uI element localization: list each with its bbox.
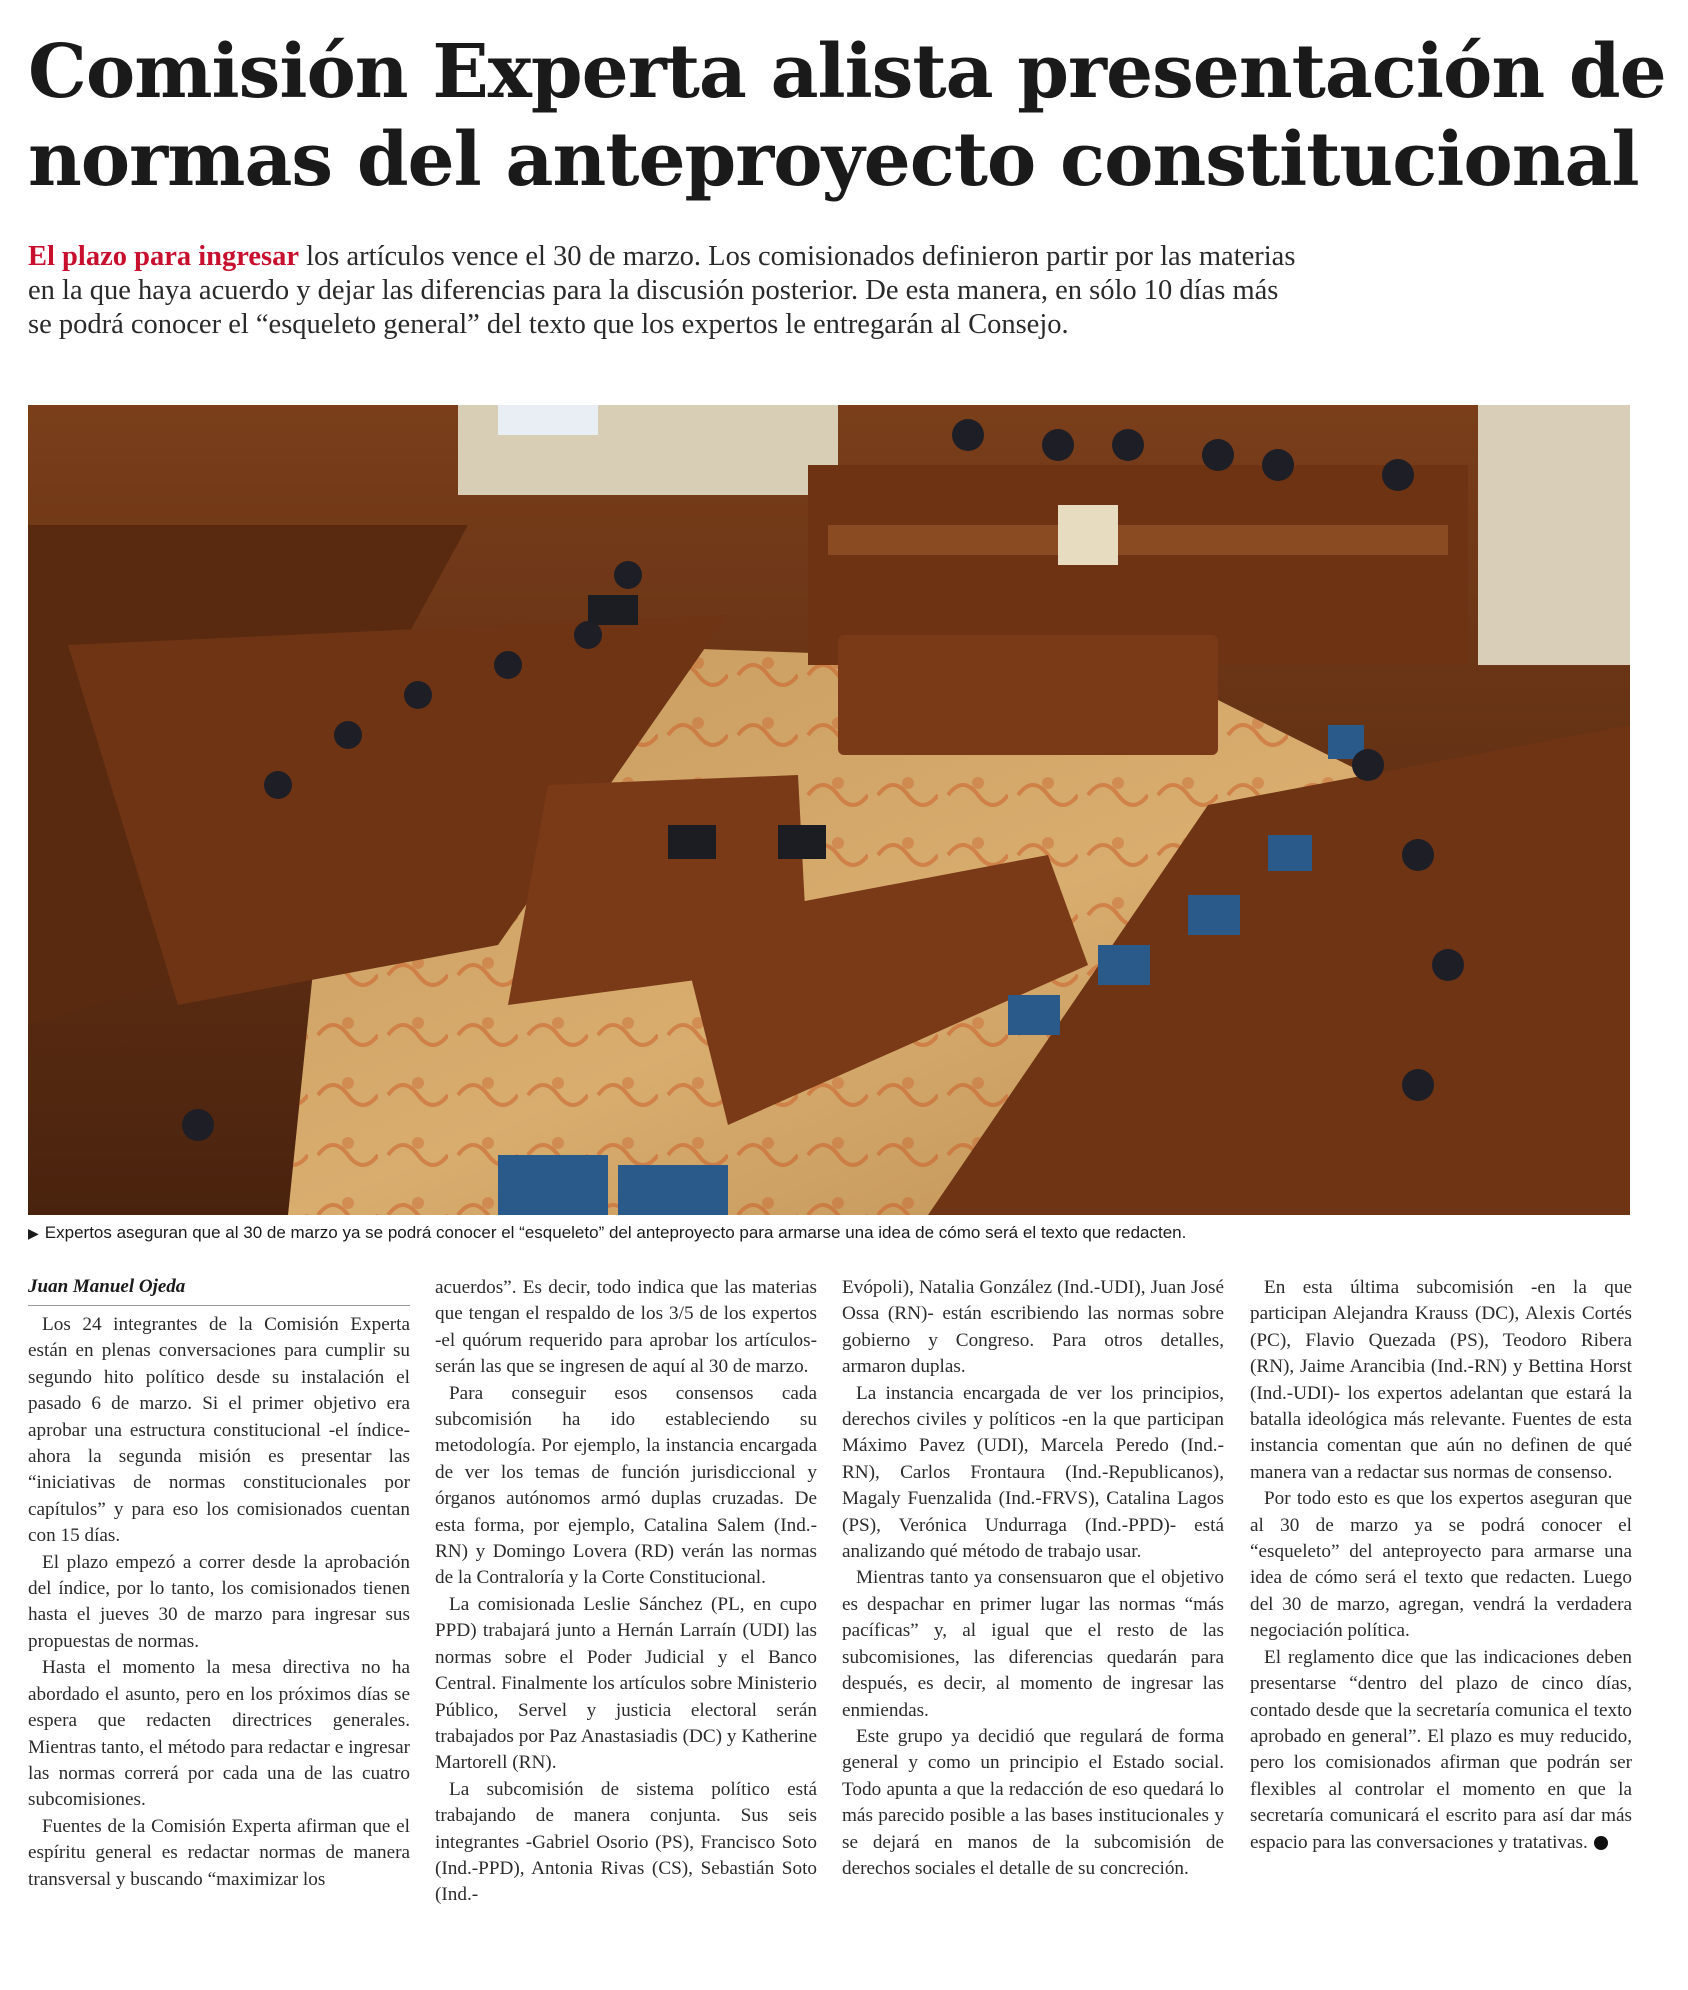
paragraph: acuerdos”. Es decir, todo indica que las materias que tengan el respaldo de los 3/5 de los expertos -el quórum requerido para aprobar los artículos- serán las que se ingresen de aquí al 30 de marzo. bbox=[435, 1277, 817, 1378]
body-column-4 bbox=[1250, 1275, 1632, 1856]
paragraph: El reglamento dice que las indicaciones deben presentarse “dentro del plazo de cinco días, contado desde que la secretaría comunica el texto aprobado en general”. El plazo es muy reducido, pero los comisionados afirman que podrán ser flexibles al controlar el momento en que la secretaría comunicará el escrito para así dar más espacio para las conversaciones y tratativas. bbox=[1250, 1646, 1632, 1853]
paragraph: Mientras tanto ya consensuaron que el objetivo es despachar en primer lugar las normas “más pacíficas” y, al igual que el resto de las subcomisiones, las diferencias quedarán para después, es decir, al momento de ingresar las enmiendas. bbox=[842, 1567, 1224, 1721]
lead-line-3: se podrá conocer el “esqueleto general” del texto que los expertos le entregarán al Consejo. bbox=[28, 309, 1069, 340]
lead-line-1: los artículos vence el 30 de marzo. Los comisionados definieron partir por las materias bbox=[299, 241, 1296, 272]
paragraph: Este grupo ya decidió que regulará de forma general y como un principio el Estado social. Todo apunta a que la redacción de eso quedará lo más parecido posible a las bases institucionales y se dejará en manos de la subcomisión de derechos sociales el detalle de su concreción. bbox=[842, 1725, 1224, 1879]
paragraph: La comisionada Leslie Sánchez (PL, en cupo PPD) trabajará junto a Hernán Larraín (UDI) las normas sobre el Poder Judicial y el Banco Central. Finalmente los artículos sobre Ministerio Público, Servel y justicia electoral serán trabajados por Paz Anastasiadis (DC) y Katherine Martorell (RN). bbox=[435, 1593, 817, 1774]
byline: Juan Manuel Ojeda bbox=[28, 1275, 410, 1306]
paragraph: Por todo esto es que los expertos aseguran que al 30 de marzo ya se podrá conocer el “esqueleto” del anteproyecto para armarse una idea de cómo será el texto que redacten. Luego del 30 de marzo, agregan, vendrá la verdadera negociación política. bbox=[1250, 1488, 1632, 1642]
lead-highlight: El plazo para ingresar bbox=[28, 241, 300, 272]
caption-text: Expertos aseguran que al 30 de marzo ya se podrá conocer el “esqueleto” del anteproyecto para armarse una idea de cómo será el texto que redacten. bbox=[44, 1223, 1187, 1242]
paragraph: Evópoli), Natalia González (Ind.-UDI), Juan José Ossa (RN)- están escribiendo las normas sobre gobierno y Congreso. Para otros detalles, armaron duplas. bbox=[842, 1277, 1224, 1378]
triangle-right-icon: ▶ bbox=[28, 1225, 39, 1241]
paragraph: La instancia encargada de ver los principios, derechos civiles y políticos -en la que participan Máximo Pavez (UDI), Marcela Peredo (Ind.-RN), Carlos Frontaura (Ind.-Republicanos), Magaly Fuenzalida (Ind.-FRVS), Catalina Lagos (PS), Verónica Undurraga (Ind.-PPD)- está analizando qué método de trabajo usar. bbox=[842, 1382, 1224, 1563]
chamber-photo bbox=[28, 405, 1630, 1215]
paragraph: La subcomisión de sistema político está trabajando de manera conjunta. Sus seis integrantes -Gabriel Osorio (PS), Francisco Soto (Ind.-PPD), Antonia Rivas (CS), Sebastián Soto (Ind.- bbox=[435, 1778, 817, 1906]
lead-line-2: en la que haya acuerdo y dejar las diferencias para la discusión posterior. De esta manera, en sólo 10 días más bbox=[28, 275, 1279, 306]
body-column-1 bbox=[28, 1275, 410, 1893]
lead-paragraph bbox=[28, 240, 1428, 342]
paragraph: El plazo empezó a correr desde la aprobación del índice, por lo tanto, los comisionados tienen hasta el jueves 30 de marzo para ingresar sus propuestas de normas. bbox=[28, 1551, 410, 1652]
photo-caption bbox=[28, 1222, 1648, 1244]
filled-circle-icon bbox=[1594, 1836, 1608, 1850]
headline-line-1: Comisión Experta alista presentación de bbox=[28, 29, 1666, 115]
body-column-3 bbox=[842, 1275, 1224, 1882]
paragraph: Los 24 integrantes de la Comisión Experta están en plenas conversaciones para cumplir su segundo hito político desde su instalación el pasado 6 de marzo. Si el primer objetivo era aprobar una estructura constitucional -el índice- ahora la segunda misión es presentar las “iniciativas de normas constitucionales por capítulos” y para eso los comisionados cuentan con 15 días. bbox=[28, 1314, 410, 1547]
body-column-2 bbox=[435, 1275, 817, 1909]
paragraph: Fuentes de la Comisión Experta afirman que el espíritu general es redactar normas de manera transversal y buscando “maximizar los bbox=[28, 1815, 410, 1890]
headline bbox=[28, 28, 1666, 204]
paragraph: Para conseguir esos consensos cada subcomisión ha ido estableciendo su metodología. Por ejemplo, la instancia encargada de ver los temas de función jurisdiccional y órganos autónomos armó duplas cruzadas. De esta forma, por ejemplo, Catalina Salem (Ind.-RN) y Domingo Lovera (RD) verán las normas de la Contraloría y la Corte Constitucional. bbox=[435, 1382, 817, 1589]
headline-line-2: normas del anteproyecto constitucional bbox=[28, 117, 1639, 203]
paragraph: En esta última subcomisión -en la que participan Alejandra Krauss (DC), Alexis Cortés (PC), Flavio Quezada (PS), Teodoro Ribera (RN), Jaime Arancibia (Ind.-RN) y Bettina Horst (Ind.-UDI)- los expertos adelantan que estará la batalla ideológica más relevante. Fuentes de esta instancia comentan que aún no definen de qué manera van a redactar sus normas de consenso. bbox=[1250, 1277, 1632, 1483]
paragraph: Hasta el momento la mesa directiva no ha abordado el asunto, pero en los próximos días se espera que redacten directrices generales. Mientras tanto, el método para redactar e ingresar las normas correrá por cada una de las cuatro subcomisiones. bbox=[28, 1657, 410, 1811]
